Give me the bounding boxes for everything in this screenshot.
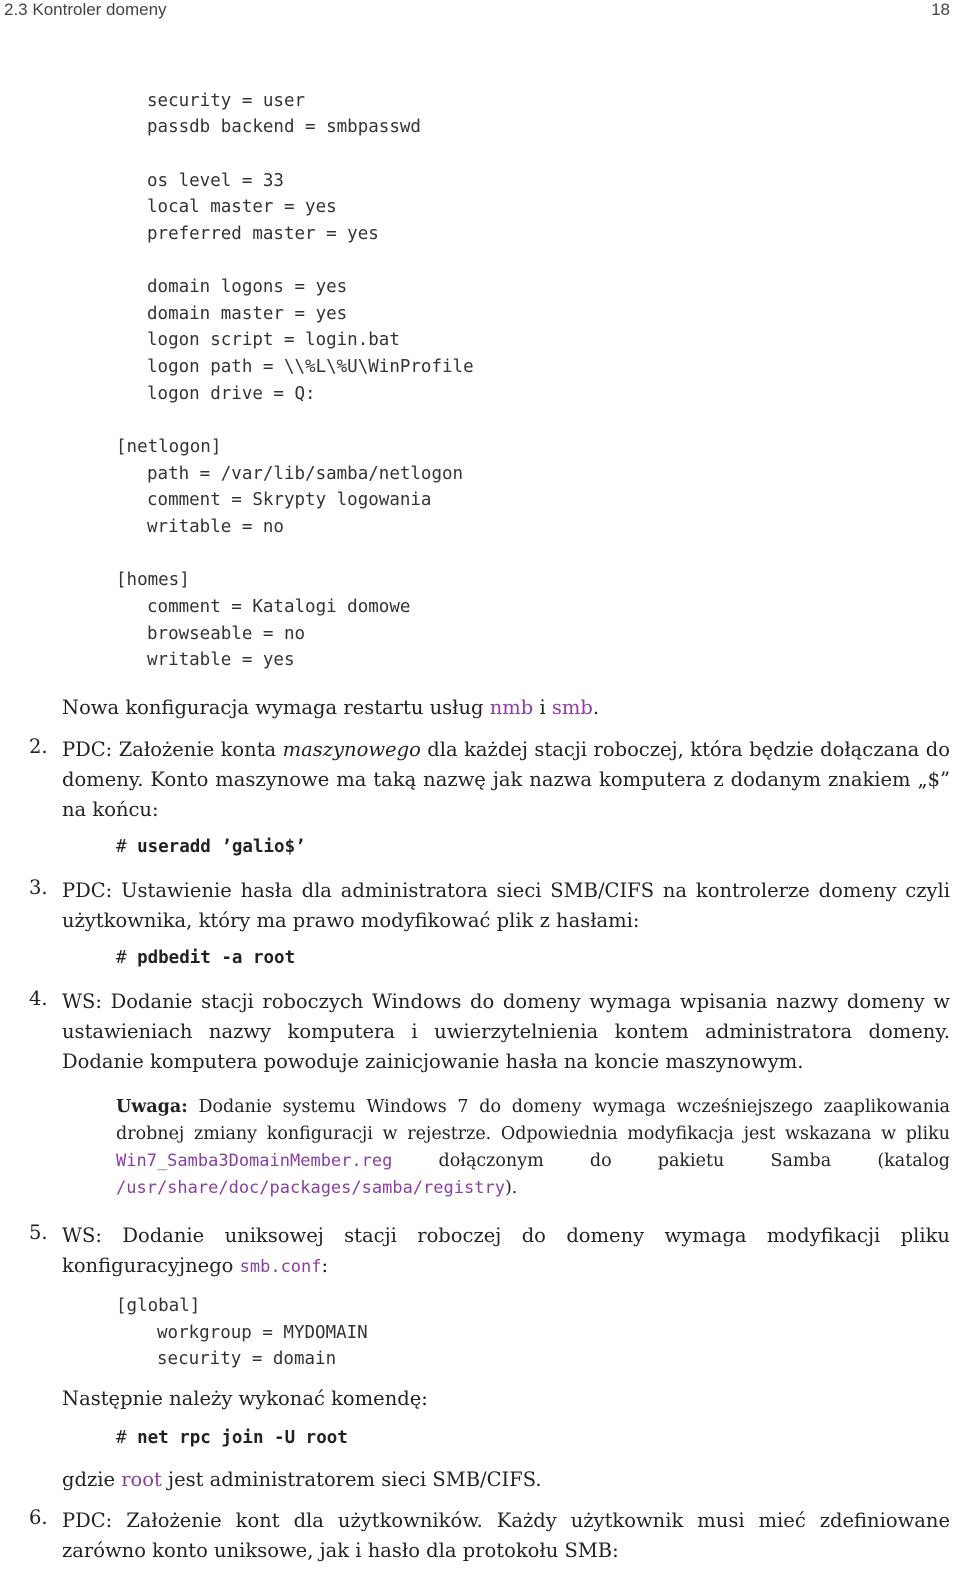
file-name: Win7_Samba3DomainMember.reg <box>116 1151 393 1171</box>
code-line: security = domain <box>157 1349 337 1369</box>
text: ). <box>504 1178 518 1198</box>
code-section-header: [global] <box>116 1296 201 1316</box>
list-number: 4. <box>29 987 48 1010</box>
text: dołączonym do pakietu Samba (katalog <box>392 1151 950 1171</box>
next-step-text: Następnie należy wykonać komendę: <box>62 1387 428 1410</box>
code-section-header: [homes] <box>116 570 190 590</box>
page-number: 18 <box>931 0 950 19</box>
text: i <box>533 696 552 719</box>
page-header <box>0 0 960 26</box>
item-4-text: WS: Dodanie stacji roboczych Windows do domeny wymaga wpisania nazwy domeny w ustawieniach nazwy komputera i uwierzytelnienia kontem administratora domeny. Dodanie komputera powoduje zainicjowanie hasła na koncie maszynowym. <box>62 990 950 1073</box>
text: PDC: Założenie konta <box>62 738 283 761</box>
command: useradd ’galio$’ <box>137 837 306 857</box>
item-5-text <box>62 1221 950 1282</box>
item-6-text: PDC: Założenie kont dla użytkowników. Każdy użytkownik musi mieć zdefiniowane zarówno konto uniksowe, jak i hasło dla protokołu SMB: <box>62 1509 950 1562</box>
file-name: smb.conf <box>239 1257 322 1277</box>
text: dla każdej stacji roboczej, która będzie dołączana do domeny. Konto maszynowe ma taką nazwę jak nazwa komputera z dodanym znakiem „$” na końcu: <box>62 738 950 821</box>
restart-paragraph <box>62 693 942 723</box>
command: net rpc join -U root <box>137 1428 348 1448</box>
item-3-text: PDC: Ustawienie hasła dla administratora sieci SMB/CIFS na kontrolerze domeny czyli użytkownika, który ma prawo modyfikować plik z hasłami: <box>62 879 950 932</box>
code-line: path = /var/lib/samba/netlogon <box>147 464 464 484</box>
list-number: 6. <box>29 1506 48 1529</box>
code-line: browseable = no <box>147 624 306 644</box>
text: WS: Dodanie uniksowej stacji roboczej do domeny wymaga modyfikacji pliku konfiguracyjnego <box>62 1224 950 1277</box>
code-line: domain logons = yes <box>147 277 348 297</box>
code-line: preferred master = yes <box>147 224 379 244</box>
code-line: writable = yes <box>147 650 295 670</box>
code-line: security = user <box>147 91 306 111</box>
note-box <box>116 1094 950 1202</box>
code-line: logon script = login.bat <box>147 330 400 350</box>
command-line <box>116 837 306 857</box>
code-line: logon drive = Q: <box>147 384 316 404</box>
code-line: local master = yes <box>147 197 337 217</box>
code-line: workgroup = MYDOMAIN <box>157 1323 368 1343</box>
code-line: comment = Skrypty logowania <box>147 490 432 510</box>
emphasis: maszynowego <box>282 738 421 761</box>
where-text <box>62 1465 542 1495</box>
code-line: writable = no <box>147 517 284 537</box>
text: gdzie <box>62 1468 122 1491</box>
text: jest administratorem sieci SMB/CIFS. <box>161 1468 542 1491</box>
directory-path: /usr/share/doc/packages/samba/registry <box>116 1178 505 1198</box>
code-line: comment = Katalogi domowe <box>147 597 411 617</box>
command-line <box>116 1428 348 1448</box>
command-line <box>116 948 295 968</box>
section-title: 2.3 Kontroler domeny <box>4 0 167 19</box>
code-section-header: [netlogon] <box>116 437 222 457</box>
text: Dodanie systemu Windows 7 do domeny wymaga wcześniejszego zaaplikowania drobnej zmiany konfiguracji w rejestrze. Odpowiednia modyfikacja jest wskazana w pliku <box>116 1097 950 1144</box>
code-line: passdb backend = smbpasswd <box>147 117 421 137</box>
list-number: 3. <box>29 876 48 899</box>
code-line: domain master = yes <box>147 304 348 324</box>
prompt: # <box>116 837 138 857</box>
service-smb: smb <box>551 696 593 719</box>
code-line: logon path = \\%L\%U\WinProfile <box>147 357 474 377</box>
note-label: Uwaga: <box>116 1097 188 1117</box>
command: pdbedit -a root <box>137 948 296 968</box>
text: Nowa konfiguracja wymaga restartu usług <box>62 696 490 719</box>
code-line: os level = 33 <box>147 171 284 191</box>
text: : <box>321 1254 329 1277</box>
prompt: # <box>116 1428 138 1448</box>
prompt: # <box>116 948 138 968</box>
text: . <box>592 696 600 719</box>
user-root: root <box>121 1468 162 1491</box>
list-number: 5. <box>29 1221 48 1244</box>
service-nmb: nmb <box>489 696 534 719</box>
item-2-text <box>62 735 950 825</box>
list-number: 2. <box>29 735 48 758</box>
